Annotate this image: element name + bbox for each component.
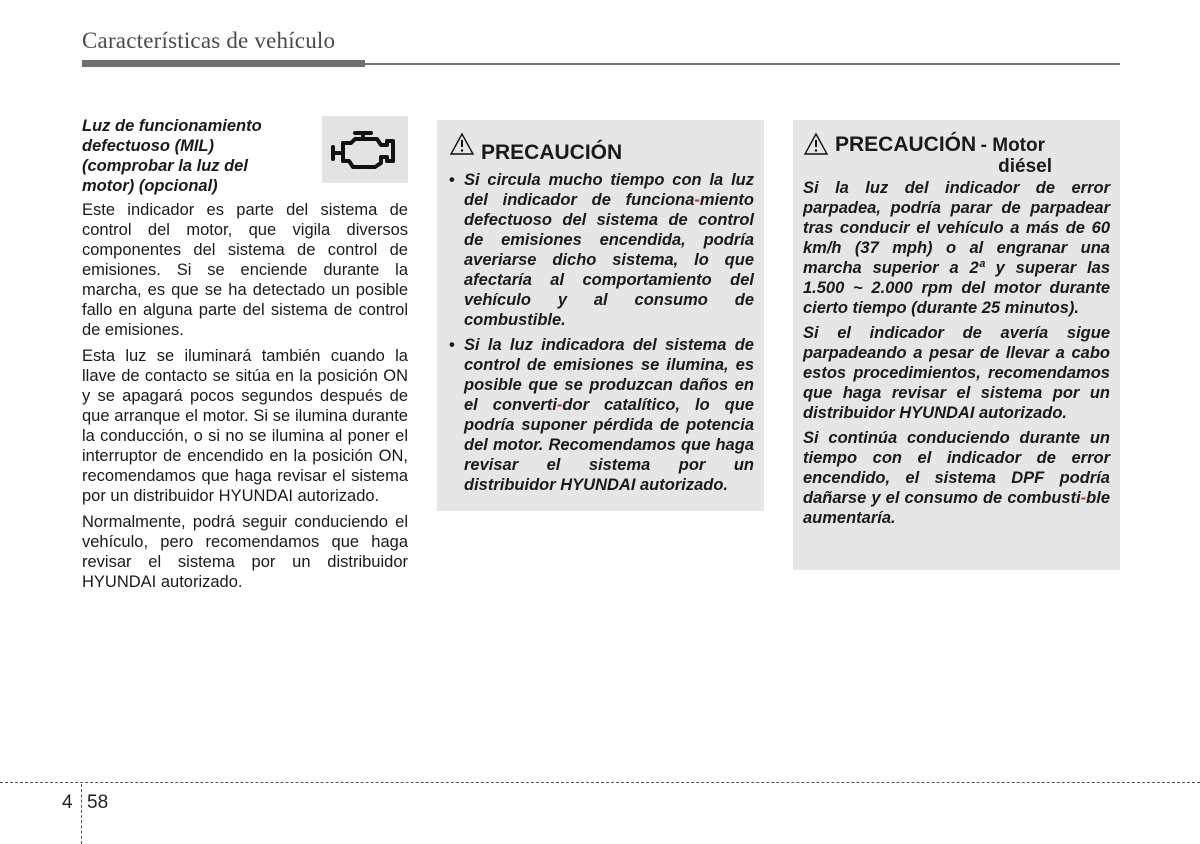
page-section-number: 4	[62, 792, 73, 813]
page-header-title: Características de vehículo	[82, 28, 336, 53]
hyphen-mark: -	[1080, 489, 1087, 507]
caution-bullet-2: • Si la luz indicadora del sistema de control de emisiones se ilumina, es posible que se produzcan daños en el converti-dor catalítico, lo que podría suponer pérdida de potencia del motor. Recomendamos que haga revisar el sistema por un distribuidor HYUNDAI autorizado.	[449, 335, 754, 495]
caution-subtitle: - Motor	[980, 135, 1046, 156]
caution-bullet-list	[449, 170, 754, 495]
caution-header	[803, 132, 1110, 158]
caution-box-diesel	[793, 120, 1120, 570]
check-engine-icon-box	[322, 116, 408, 183]
caution-bullet-1: • Si circula mucho tiempo con la luz del indicador de funciona-miento defectuoso del sistema de control de emisiones encendida, podría averiarse dicho sistema, lo que afectaría al comportamiento del vehículo y al consumo de combustible.	[449, 170, 754, 330]
caution-title-line	[835, 132, 1045, 158]
warning-triangle-icon	[803, 132, 829, 156]
diesel-paragraph-1: Si la luz del indicador de error parpadea, podría parar de parpadear tras conducir el vehículo a más de 60 km/h (37 mph) o al engranar una marcha superior a 2ª y superar las 1.500 ~ 2.000 rpm del motor durante cierto tiempo (durante 25 minutos).	[803, 179, 1110, 317]
footer-dashed-rule	[0, 782, 1200, 783]
diesel-paragraph-3: Si continúa conduciendo durante un tiempo con el indicador de error encendido, el sistema DPF podría dañarse y el consumo de combusti-ble aumentaría.	[803, 429, 1110, 527]
hyphen-mark: -	[694, 191, 700, 209]
diesel-paragraph-2: Si el indicador de avería sigue parpadeando a pesar de llevar a cabo estos procedimientos, recomendamos que haga revisar el sistema por un distribuidor HYUNDAI autorizado.	[803, 324, 1110, 422]
caution-title: PRECAUCIÓN	[481, 141, 623, 164]
mil-paragraph-1: Este indicador es parte del sistema de control del motor, que vigila diversos componentes del sistema de control de emisiones. Si se enciende durante la marcha, es que se ha detectado un posible fallo en alguna parte del sistema de control de emisiones.	[82, 201, 408, 339]
mil-section	[82, 116, 408, 598]
caution-title: PRECAUCIÓN	[835, 133, 977, 156]
check-engine-icon	[329, 127, 401, 173]
mil-paragraph-3: Normalmente, podrá seguir conduciendo el vehículo, pero recomendamos que haga revisar el sistema por un distribuidor HYUNDAI autorizado.	[82, 513, 408, 591]
page-number: 58	[87, 792, 109, 813]
warning-triangle-icon	[449, 132, 475, 156]
caution-header	[449, 132, 754, 166]
caution-box-mil	[437, 120, 764, 511]
mil-paragraph-2: Esta luz se iluminará también cuando la llave de contacto se sitúa en la posición ON y se apagará pocos segundos después de que arranque el motor. Si se ilumina durante la conducción, o si no se ilumina al poner el interruptor de encendido en la posición ON, recomendamos que haga revisar el sistema por un distribuidor HYUNDAI autorizado.	[82, 347, 408, 505]
caution-subtitle-cont: diésel	[998, 156, 1052, 177]
hyphen-mark: -	[556, 396, 563, 414]
header-rule-accent	[82, 60, 365, 67]
footer-dashed-divider	[81, 784, 82, 844]
mil-heading: Luz de funcionamiento defectuoso (MIL) (comprobar la luz del motor) (opcional)	[82, 117, 262, 195]
